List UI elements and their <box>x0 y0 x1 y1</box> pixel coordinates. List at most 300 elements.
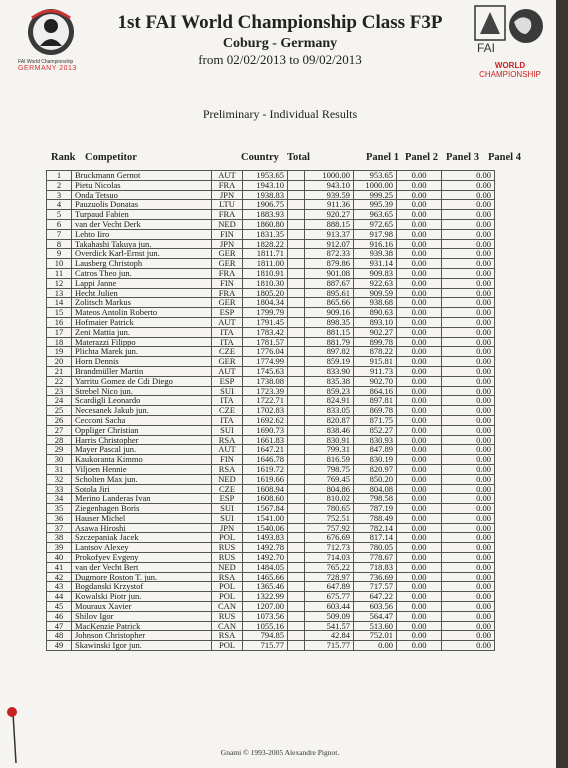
panel2-cell: 916.16 <box>354 239 397 249</box>
country-cell: RUS <box>212 553 243 563</box>
panel1-cell: 799.31 <box>305 445 354 455</box>
gap-cell <box>288 641 305 651</box>
gap-cell <box>288 298 305 308</box>
panel1-cell: 912.07 <box>305 239 354 249</box>
panel1-cell: 881.15 <box>305 327 354 337</box>
country-cell: FRA <box>212 268 243 278</box>
competitor-cell: Hecht Julien <box>72 288 212 298</box>
panel3-cell: 0.00 <box>397 337 442 347</box>
panel1-cell: 881.79 <box>305 337 354 347</box>
panel3-cell: 0.00 <box>397 317 442 327</box>
panel4-cell: 0.00 <box>442 592 495 602</box>
competitor-cell: Lausberg Christoph <box>72 259 212 269</box>
competitor-cell: Szczepaniak Jacek <box>72 533 212 543</box>
panel3-cell: 0.00 <box>397 582 442 592</box>
rank-cell: 38 <box>47 533 72 543</box>
total-cell: 1810.30 <box>243 278 288 288</box>
rank-cell: 3 <box>47 190 72 200</box>
total-cell: 1073.56 <box>243 611 288 621</box>
competitor-cell: Mouraux Xavier <box>72 602 212 612</box>
rank-cell: 14 <box>47 298 72 308</box>
country-cell: SUI <box>212 513 243 523</box>
total-cell: 1774.99 <box>243 357 288 367</box>
panel2-cell: 718.83 <box>354 562 397 572</box>
competitor-cell: Yarritu Gomez de Cdi Diego <box>72 376 212 386</box>
total-cell: 1541.00 <box>243 513 288 523</box>
panel1-cell: 888.15 <box>305 219 354 229</box>
rank-cell: 43 <box>47 582 72 592</box>
panel2-cell: 1000.00 <box>354 180 397 190</box>
rank-cell: 17 <box>47 327 72 337</box>
panel2-cell: 922.63 <box>354 278 397 288</box>
panel4-cell: 0.00 <box>442 337 495 347</box>
rank-cell: 22 <box>47 376 72 386</box>
table-row <box>47 200 495 210</box>
table-row <box>47 376 495 386</box>
panel1-cell: 603.44 <box>305 602 354 612</box>
panel4-cell: 0.00 <box>442 572 495 582</box>
panel2-cell: 963.65 <box>354 210 397 220</box>
panel4-cell: 0.00 <box>442 513 495 523</box>
panel3-cell: 0.00 <box>397 298 442 308</box>
total-cell: 1465.66 <box>243 572 288 582</box>
country-cell: FRA <box>212 288 243 298</box>
rank-cell: 10 <box>47 259 72 269</box>
panel4-cell: 0.00 <box>442 171 495 181</box>
gap-cell <box>288 562 305 572</box>
panel1-cell: 913.37 <box>305 229 354 239</box>
table-row <box>47 572 495 582</box>
gap-cell <box>288 582 305 592</box>
panel2-cell: 847.89 <box>354 445 397 455</box>
country-cell: RSA <box>212 572 243 582</box>
panel1-cell: 712.73 <box>305 543 354 553</box>
panel1-cell: 901.08 <box>305 268 354 278</box>
col-country: Country <box>241 152 279 163</box>
gap-cell <box>288 621 305 631</box>
table-row <box>47 513 495 523</box>
country-cell: NED <box>212 474 243 484</box>
table-row <box>47 631 495 641</box>
rank-cell: 20 <box>47 357 72 367</box>
panel3-cell: 0.00 <box>397 239 442 249</box>
gap-cell <box>288 327 305 337</box>
col-panel1: Panel 1 <box>366 152 399 163</box>
rank-cell: 27 <box>47 425 72 435</box>
rank-cell: 44 <box>47 592 72 602</box>
panel4-cell: 0.00 <box>442 611 495 621</box>
total-cell: 1492.70 <box>243 553 288 563</box>
table-row <box>47 455 495 465</box>
panel3-cell: 0.00 <box>397 425 442 435</box>
rank-cell: 29 <box>47 445 72 455</box>
gap-cell <box>288 494 305 504</box>
rank-cell: 7 <box>47 229 72 239</box>
table-row <box>47 268 495 278</box>
competitor-cell: Brandmüller Martin <box>72 366 212 376</box>
col-panel4: Panel 4 <box>488 152 521 163</box>
panel4-cell: 0.00 <box>442 494 495 504</box>
country-cell: AUT <box>212 171 243 181</box>
rank-cell: 34 <box>47 494 72 504</box>
total-cell: 1322.99 <box>243 592 288 602</box>
competitor-cell: Johnson Christopher <box>72 631 212 641</box>
panel3-cell: 0.00 <box>397 219 442 229</box>
table-row <box>47 171 495 181</box>
competitor-cell: Turpaud Fabien <box>72 210 212 220</box>
gap-cell <box>288 229 305 239</box>
total-cell: 1828.22 <box>243 239 288 249</box>
panel3-cell: 0.00 <box>397 631 442 641</box>
panel4-cell: 0.00 <box>442 317 495 327</box>
table-row <box>47 406 495 416</box>
competitor-cell: Plichta Marek jun. <box>72 347 212 357</box>
panel3-cell: 0.00 <box>397 376 442 386</box>
panel4-cell: 0.00 <box>442 553 495 563</box>
country-cell: JPN <box>212 239 243 249</box>
total-cell: 1791.45 <box>243 317 288 327</box>
panel4-cell: 0.00 <box>442 268 495 278</box>
panel3-cell: 0.00 <box>397 210 442 220</box>
gap-cell <box>288 376 305 386</box>
competitor-cell: Kaukoranta Kimmo <box>72 455 212 465</box>
competitor-cell: Onda Tetsuo <box>72 190 212 200</box>
gap-cell <box>288 513 305 523</box>
total-cell: 1647.21 <box>243 445 288 455</box>
total-cell: 1690.73 <box>243 425 288 435</box>
event-dates: from 02/02/2013 to 09/02/2013 <box>198 52 362 67</box>
panel3-cell: 0.00 <box>397 415 442 425</box>
panel2-cell: 513.60 <box>354 621 397 631</box>
total-cell: 1722.71 <box>243 396 288 406</box>
panel4-cell: 0.00 <box>442 474 495 484</box>
col-total: Total <box>287 152 310 163</box>
panel2-cell: 899.78 <box>354 337 397 347</box>
total-cell: 794.85 <box>243 631 288 641</box>
country-cell: GER <box>212 249 243 259</box>
panel1-cell: 909.16 <box>305 308 354 318</box>
panel3-cell: 0.00 <box>397 435 442 445</box>
competitor-cell: Bruckmann Gernot <box>72 171 212 181</box>
rank-cell: 12 <box>47 278 72 288</box>
table-row <box>47 278 495 288</box>
panel2-cell: 931.14 <box>354 259 397 269</box>
competitor-cell: Strebel Nico jun. <box>72 386 212 396</box>
total-cell: 1055.16 <box>243 621 288 631</box>
rank-cell: 36 <box>47 513 72 523</box>
competitor-cell: Cecconi Sacha <box>72 415 212 425</box>
gap-cell <box>288 504 305 514</box>
panel1-cell: 714.03 <box>305 553 354 563</box>
country-cell: CZE <box>212 406 243 416</box>
panel3-cell: 0.00 <box>397 171 442 181</box>
country-cell: SUI <box>212 386 243 396</box>
panel4-cell: 0.00 <box>442 190 495 200</box>
panel4-cell: 0.00 <box>442 464 495 474</box>
panel2-cell: 817.14 <box>354 533 397 543</box>
rank-cell: 39 <box>47 543 72 553</box>
country-cell: ITA <box>212 337 243 347</box>
rank-cell: 11 <box>47 268 72 278</box>
country-cell: RUS <box>212 543 243 553</box>
gap-cell <box>288 435 305 445</box>
panel2-cell: 820.97 <box>354 464 397 474</box>
competitor-cell: van der Vecht Derk <box>72 219 212 229</box>
total-cell: 1810.91 <box>243 268 288 278</box>
table-row <box>47 464 495 474</box>
table-row <box>47 190 495 200</box>
panel4-cell: 0.00 <box>442 376 495 386</box>
country-cell: RSA <box>212 464 243 474</box>
gap-cell <box>288 425 305 435</box>
panel1-cell: 509.09 <box>305 611 354 621</box>
panel3-cell: 0.00 <box>397 357 442 367</box>
rank-cell: 16 <box>47 317 72 327</box>
country-cell: ITA <box>212 415 243 425</box>
panel3-cell: 0.00 <box>397 180 442 190</box>
total-cell: 1646.78 <box>243 455 288 465</box>
panel2-cell: 778.67 <box>354 553 397 563</box>
total-cell: 1811.00 <box>243 259 288 269</box>
panel2-cell: 850.20 <box>354 474 397 484</box>
competitor-cell: Prokofyev Evgeny <box>72 553 212 563</box>
rank-cell: 25 <box>47 406 72 416</box>
panel2-cell: 938.68 <box>354 298 397 308</box>
panel4-cell: 0.00 <box>442 180 495 190</box>
panel3-cell: 0.00 <box>397 249 442 259</box>
panel4-cell: 0.00 <box>442 278 495 288</box>
total-cell: 1831.35 <box>243 229 288 239</box>
section-title: Preliminary - Individual Results <box>202 107 358 121</box>
panel2-cell: 909.83 <box>354 268 397 278</box>
logo-caption-country: GERMANY 2013 <box>18 65 77 72</box>
rank-cell: 5 <box>47 210 72 220</box>
panel4-cell: 0.00 <box>442 249 495 259</box>
rank-cell: 32 <box>47 474 72 484</box>
background-edge <box>556 0 568 768</box>
panel2-cell: 603.56 <box>354 602 397 612</box>
panel2-cell: 871.75 <box>354 415 397 425</box>
total-cell: 1776.04 <box>243 347 288 357</box>
panel2-cell: 902.70 <box>354 376 397 386</box>
competitor-cell: Materazzi Filippo <box>72 337 212 347</box>
panel1-cell: 859.23 <box>305 386 354 396</box>
country-cell: POL <box>212 582 243 592</box>
total-cell: 1619.72 <box>243 464 288 474</box>
country-cell: CAN <box>212 602 243 612</box>
rank-cell: 46 <box>47 611 72 621</box>
total-cell: 1781.57 <box>243 337 288 347</box>
country-cell: SUI <box>212 425 243 435</box>
total-cell: 1365.46 <box>243 582 288 592</box>
rank-cell: 48 <box>47 631 72 641</box>
table-row <box>47 425 495 435</box>
panel3-cell: 0.00 <box>397 562 442 572</box>
table-row <box>47 543 495 553</box>
total-cell: 1738.08 <box>243 376 288 386</box>
panel2-cell: 890.63 <box>354 308 397 318</box>
total-cell: 1692.62 <box>243 415 288 425</box>
panel4-cell: 0.00 <box>442 308 495 318</box>
panel2-cell: 788.49 <box>354 513 397 523</box>
table-row <box>47 553 495 563</box>
total-cell: 1745.63 <box>243 366 288 376</box>
total-cell: 1661.83 <box>243 435 288 445</box>
panel3-cell: 0.00 <box>397 543 442 553</box>
rank-cell: 8 <box>47 239 72 249</box>
country-cell: LTU <box>212 200 243 210</box>
table-row <box>47 386 495 396</box>
table-row <box>47 288 495 298</box>
gap-cell <box>288 347 305 357</box>
panel1-cell: 752.51 <box>305 513 354 523</box>
total-cell: 1493.83 <box>243 533 288 543</box>
panel2-cell: 878.22 <box>354 347 397 357</box>
table-row <box>47 494 495 504</box>
table-row <box>47 327 495 337</box>
competitor-cell: Lantsov Alexey <box>72 543 212 553</box>
panel1-cell: 897.82 <box>305 347 354 357</box>
total-cell: 1799.79 <box>243 308 288 318</box>
panel1-cell: 757.92 <box>305 523 354 533</box>
panel4-cell: 0.00 <box>442 288 495 298</box>
competitor-cell: Ziegenhagen Boris <box>72 504 212 514</box>
col-panel3: Panel 3 <box>446 152 479 163</box>
panel4-cell: 0.00 <box>442 229 495 239</box>
gap-cell <box>288 592 305 602</box>
competitor-cell: Mayer Pascal jun. <box>72 445 212 455</box>
country-cell: POL <box>212 641 243 651</box>
panel4-cell: 0.00 <box>442 406 495 416</box>
competitor-cell: Sotola Jiri <box>72 484 212 494</box>
total-cell: 1860.80 <box>243 219 288 229</box>
rank-cell: 28 <box>47 435 72 445</box>
country-cell: RSA <box>212 631 243 641</box>
panel3-cell: 0.00 <box>397 553 442 563</box>
total-cell: 1207.00 <box>243 602 288 612</box>
gap-cell <box>288 572 305 582</box>
panel1-cell: 765.22 <box>305 562 354 572</box>
total-cell: 1804.34 <box>243 298 288 308</box>
rank-cell: 35 <box>47 504 72 514</box>
country-cell: FIN <box>212 455 243 465</box>
panel1-cell: 911.36 <box>305 200 354 210</box>
panel4-cell: 0.00 <box>442 219 495 229</box>
gap-cell <box>288 523 305 533</box>
country-cell: ESP <box>212 376 243 386</box>
competitor-cell: Lappi Janne <box>72 278 212 288</box>
panel1-cell: 541.57 <box>305 621 354 631</box>
total-cell: 1938.83 <box>243 190 288 200</box>
total-cell: 1492.78 <box>243 543 288 553</box>
panel2-cell: 830.19 <box>354 455 397 465</box>
competitor-cell: Bogdanski Krzystof <box>72 582 212 592</box>
panel3-cell: 0.00 <box>397 504 442 514</box>
panel4-cell: 0.00 <box>442 239 495 249</box>
country-cell: FIN <box>212 229 243 239</box>
table-row <box>47 445 495 455</box>
gap-cell <box>288 219 305 229</box>
gap-cell <box>288 249 305 259</box>
table-row <box>47 396 495 406</box>
country-cell: POL <box>212 592 243 602</box>
table-row <box>47 210 495 220</box>
competitor-cell: Shilov Igor <box>72 611 212 621</box>
gap-cell <box>288 180 305 190</box>
panel1-cell: 835.38 <box>305 376 354 386</box>
rank-cell: 30 <box>47 455 72 465</box>
table-row <box>47 474 495 484</box>
rank-cell: 2 <box>47 180 72 190</box>
col-rank: Rank <box>51 152 76 163</box>
table-row <box>47 337 495 347</box>
rank-cell: 15 <box>47 308 72 318</box>
panel2-cell: 0.00 <box>354 641 397 651</box>
panel3-cell: 0.00 <box>397 190 442 200</box>
page-title: 1st FAI World Championship Class F3P <box>117 12 443 33</box>
panel3-cell: 0.00 <box>397 602 442 612</box>
panel3-cell: 0.00 <box>397 308 442 318</box>
total-cell: 1702.83 <box>243 406 288 416</box>
panel3-cell: 0.00 <box>397 327 442 337</box>
footer-credit: Gnami © 1993-2005 Alexandre Pignot. <box>220 748 340 757</box>
panel4-cell: 0.00 <box>442 259 495 269</box>
panel1-cell: 872.33 <box>305 249 354 259</box>
panel3-cell: 0.00 <box>397 406 442 416</box>
gap-cell <box>288 357 305 367</box>
panel2-cell: 999.25 <box>354 190 397 200</box>
rank-cell: 45 <box>47 602 72 612</box>
competitor-cell: Kowalski Piotr jun. <box>72 592 212 602</box>
table-row <box>47 229 495 239</box>
panel3-cell: 0.00 <box>397 592 442 602</box>
panel3-cell: 0.00 <box>397 347 442 357</box>
gap-cell <box>288 484 305 494</box>
gap-cell <box>288 190 305 200</box>
country-cell: FRA <box>212 180 243 190</box>
competitor-cell: Takahashi Takuya jun. <box>72 239 212 249</box>
country-cell: NED <box>212 562 243 572</box>
country-cell: JPN <box>212 523 243 533</box>
panel1-cell: 895.61 <box>305 288 354 298</box>
panel3-cell: 0.00 <box>397 513 442 523</box>
gap-cell <box>288 631 305 641</box>
gap-cell <box>288 406 305 416</box>
panel3-cell: 0.00 <box>397 484 442 494</box>
panel2-cell: 782.14 <box>354 523 397 533</box>
panel4-cell: 0.00 <box>442 602 495 612</box>
gap-cell <box>288 317 305 327</box>
rank-cell: 37 <box>47 523 72 533</box>
panel3-cell: 0.00 <box>397 611 442 621</box>
panel1-cell: 838.46 <box>305 425 354 435</box>
panel2-cell: 995.39 <box>354 200 397 210</box>
country-cell: CZE <box>212 484 243 494</box>
country-cell: POL <box>212 533 243 543</box>
total-cell: 1906.75 <box>243 200 288 210</box>
competitor-cell: Viljoen Hennie <box>72 464 212 474</box>
panel4-cell: 0.00 <box>442 425 495 435</box>
panel4-cell: 0.00 <box>442 435 495 445</box>
country-cell: ESP <box>212 308 243 318</box>
gap-cell <box>288 278 305 288</box>
panel4-cell: 0.00 <box>442 533 495 543</box>
panel4-cell: 0.00 <box>442 347 495 357</box>
panel1-cell: 728.97 <box>305 572 354 582</box>
event-location: Coburg - Germany <box>222 36 338 51</box>
panel1-cell: 1000.00 <box>305 171 354 181</box>
table-row <box>47 621 495 631</box>
